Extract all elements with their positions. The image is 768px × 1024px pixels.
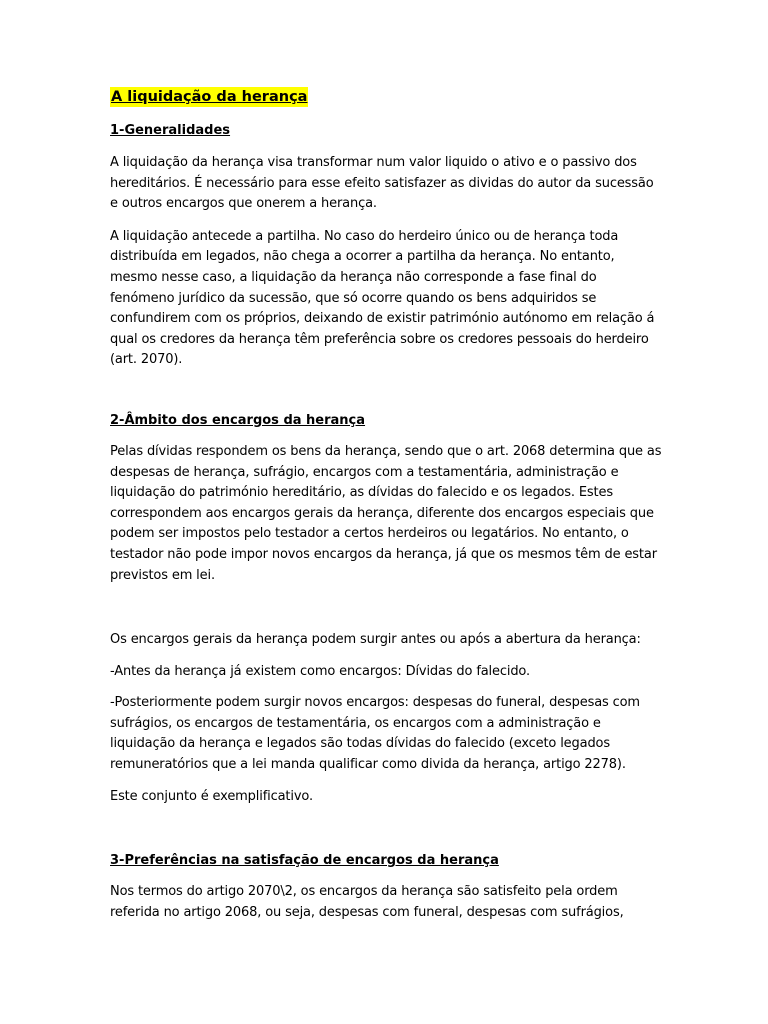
section-heading-preferencias: 3-Preferências na satisfação de encargos da herança (110, 853, 499, 869)
paragraph: Este conjunto é exemplificativo. (110, 788, 313, 804)
document-title: A liquidação da herança (111, 89, 308, 105)
section-heading-ambito: 2-Âmbito dos encargos da herança (110, 412, 366, 428)
paragraph: A liquidação da herança visa transformar num valor liquido o ativo e o passivo dos hereditários. É necessário para esse efeito satisfazer as dividas do autor da sucessão e outros encargos que onerem a herança. (110, 155, 654, 212)
document-page (110, 86, 662, 923)
paragraph: Os encargos gerais da herança podem surgir antes ou após a abertura da herança: (110, 632, 641, 648)
section-heading-generalidades: 1-Generalidades (110, 123, 231, 138)
paragraph: -Antes da herança já existem como encargos: Dívidas do falecido. (110, 663, 530, 679)
paragraph: Pelas dívidas respondem os bens da herança, sendo que o art. 2068 determina que as despesas de herança, sufrágio, encargos com a testamentária, administração e liquidação do património hereditário, as dívidas do falecido e os legados. Estes correspondem aos encargos gerais da herança, diferente dos encargos especiais que podem ser impostos pelo testador a certos herdeiros ou legatários. No entanto, o testador não pode impor novos encargos da herança, já que os mesmos têm de estar previstos em lei. (110, 443, 662, 583)
paragraph: Nos termos do artigo 2070\2, os encargos da herança são satisfeito pela ordem referida no artigo 2068, ou seja, despesas com funeral, despesas com sufrágios, (110, 884, 624, 920)
paragraph: -Posteriormente podem surgir novos encargos: despesas do funeral, despesas com sufrágios, os encargos de testamentária, os encargos com a administração e liquidação da herança e legados são todas dívidas do falecido (exceto legados remuneratórios que a lei manda qualificar como divida da herança, artigo 2278). (110, 695, 640, 773)
paragraph: A liquidação antecede a partilha. No caso do herdeiro único ou de herança toda distribuída em legados, não chega a ocorrer a partilha da herança. No entanto, mesmo nesse caso, a liquidação da herança não corresponde a fase final do fenómeno jurídico da sucessão, que só ocorre quando os bens adquiridos se confundirem com os próprios, deixando de existir património autónomo em relação á qual os credores da herança têm preferência sobre os credores pessoais do herdeiro (art. 2070). (110, 228, 655, 368)
